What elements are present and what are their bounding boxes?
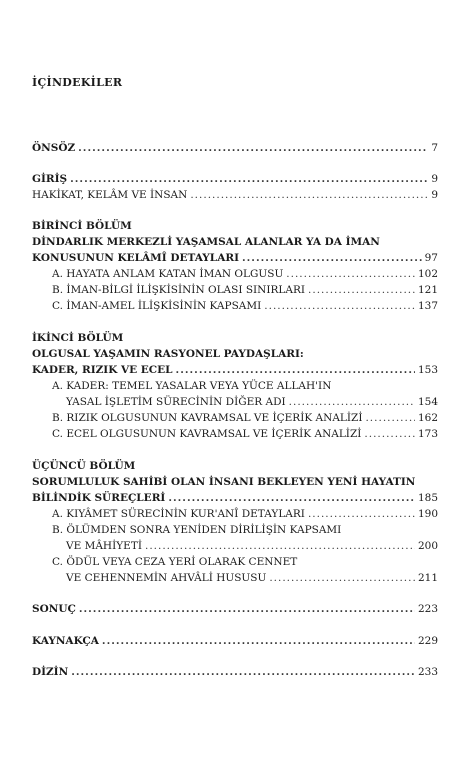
toc-entry-label: A. HAYATA ANLAM KATAN İMAN OLGUSU — [52, 268, 284, 280]
dot-leader — [145, 539, 415, 554]
page-number: 190 — [417, 508, 438, 520]
page-number: 229 — [417, 635, 438, 647]
toc-entry-part3[interactable] — [32, 491, 438, 506]
page-number: 185 — [417, 492, 438, 504]
toc-entry-part1-a[interactable] — [52, 267, 438, 282]
toc-entry-part2-c[interactable] — [52, 427, 438, 442]
page-number: 137 — [417, 300, 438, 312]
part3-item-c-line2: VE CEHENNEMİN AHVÂLİ HUSUSU — [66, 572, 267, 584]
page-number: 211 — [417, 572, 438, 584]
part2-item-a-line1: A. KADER: TEMEL YASALAR VEYA YÜCE ALLAH'IN — [52, 380, 332, 392]
page-number: 102 — [417, 268, 438, 280]
toc-entry-part1-b[interactable] — [52, 283, 438, 298]
dot-leader — [269, 571, 415, 586]
dot-leader — [102, 634, 415, 649]
toc-entry-part1-c[interactable] — [52, 299, 438, 314]
dot-leader — [78, 141, 428, 156]
toc-entry-part3-a[interactable] — [52, 507, 438, 522]
dot-leader — [79, 602, 415, 617]
part2-label: İKİNCİ BÖLÜM — [32, 332, 124, 344]
page-number: 153 — [417, 364, 438, 376]
toc-entry-label: B. RIZIK OLGUSUNUN KAVRAMSAL VE İÇERİK ANALİZİ — [52, 412, 363, 424]
page-number: 200 — [417, 540, 438, 552]
page-number: 7 — [431, 142, 438, 154]
toc-entry-part2[interactable] — [32, 363, 438, 378]
dot-leader — [289, 395, 415, 410]
toc-entry-preface[interactable] — [32, 141, 438, 156]
toc-entry-label: C. ECEL OLGUSUNUN KAVRAMSAL VE İÇERİK ANALİZİ — [52, 428, 362, 440]
page-number: 162 — [417, 412, 438, 424]
page-number: 9 — [431, 173, 438, 185]
toc-entry-label: ÖNSÖZ — [32, 142, 76, 154]
part1-title-line2: KONUSUNUN KELÂMÎ DETAYLARI — [32, 252, 239, 264]
dot-leader — [242, 251, 422, 266]
dot-leader — [70, 172, 428, 187]
page-number: 121 — [417, 284, 438, 296]
part3-item-b-line1: B. ÖLÜMDEN SONRA YENİDEN DİRİLİŞİN KAPSAMI — [52, 524, 342, 536]
toc-entry-label: DİZİN — [32, 666, 69, 678]
dot-leader — [308, 507, 415, 522]
dot-leader — [168, 491, 415, 506]
page-number: 9 — [431, 189, 438, 201]
part2-title-line1: OLGUSAL YAŞAMIN RASYONEL PAYDAŞLARI: — [32, 348, 304, 360]
toc-heading: İÇİNDEKİLER — [32, 76, 123, 89]
part3-label: ÜÇÜNCÜ BÖLÜM — [32, 460, 136, 472]
toc-entry-part2-b[interactable] — [52, 411, 438, 426]
dot-leader — [308, 283, 415, 298]
part3-item-c-line1: C. ÖDÜL VEYA CEZA YERİ OLARAK CENNET — [52, 556, 298, 568]
dot-leader — [286, 267, 415, 282]
toc-entry-part2-a[interactable] — [66, 395, 438, 410]
page-number: 173 — [417, 428, 438, 440]
toc-entry-label: KAYNAKÇA — [32, 635, 99, 647]
toc-entry-label: HAKİKAT, KELÂM VE İNSAN — [32, 189, 188, 201]
part2-item-a-line2: YASAL İŞLETİM SÜRECİNİN DİĞER ADI — [66, 396, 286, 408]
toc-entry-label: SONUÇ — [32, 603, 76, 615]
dot-leader — [190, 188, 428, 203]
part1-title-line1: DİNDARLIK MERKEZLİ YAŞAMSAL ALANLAR YA DA İMAN — [32, 236, 380, 248]
toc-entry-label: A. KIYÂMET SÜRECİNİN KUR'ANÎ DETAYLARI — [52, 508, 305, 520]
page-number: 223 — [417, 603, 438, 615]
toc-entry-references[interactable] — [32, 634, 438, 649]
toc-entry-conclusion[interactable] — [32, 602, 438, 617]
dot-leader — [71, 665, 415, 680]
dot-leader — [365, 411, 414, 426]
toc-entry-intro[interactable] — [32, 172, 438, 187]
part3-item-b-line2: VE MÂHİYETİ — [66, 540, 142, 552]
page-number: 233 — [417, 666, 438, 678]
dot-leader — [264, 299, 415, 314]
dot-leader — [364, 427, 415, 442]
toc-entry-intro-sub[interactable] — [32, 188, 438, 203]
page-number: 97 — [424, 252, 438, 264]
part3-title-line2: BİLİNDİK SÜREÇLERİ — [32, 492, 166, 504]
toc-entry-index[interactable] — [32, 665, 438, 680]
page-number: 154 — [417, 396, 438, 408]
part3-title-line1: SORUMLULUK SAHİBİ OLAN İNSANI BEKLEYEN YENİ HAYATIN — [32, 476, 416, 488]
toc-entry-label: C. İMAN-AMEL İLİŞKİSİNİN KAPSAMI — [52, 300, 262, 312]
toc-entry-part3-b[interactable] — [66, 539, 438, 554]
toc-entry-part3-c[interactable] — [66, 571, 438, 586]
part2-title-line2: KADER, RIZIK VE ECEL — [32, 364, 173, 376]
toc-entry-part1[interactable] — [32, 251, 438, 266]
toc-entry-label: GİRİŞ — [32, 173, 68, 185]
dot-leader — [176, 363, 415, 378]
part1-label: BİRİNCİ BÖLÜM — [32, 220, 132, 232]
toc-entry-label: B. İMAN-BİLGİ İLİŞKİSİNİN OLASI SINIRLARI — [52, 284, 306, 296]
